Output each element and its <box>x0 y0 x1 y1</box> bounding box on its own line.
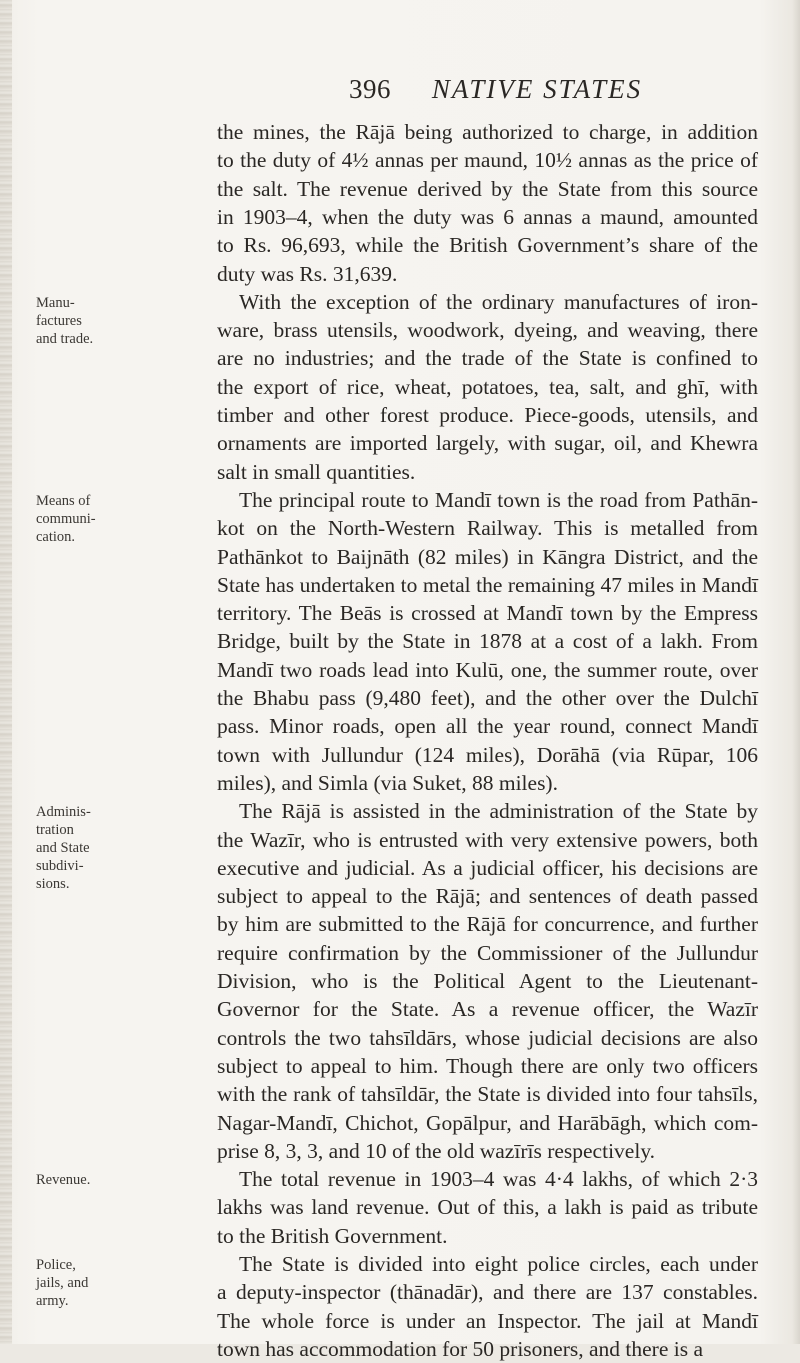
margin-note-line: factures <box>36 313 82 329</box>
text-line: the export of rice, wheat, potatoes, tea, salt, and ghī, with <box>217 375 758 399</box>
text-line: miles), and Simla (via Suket, 88 miles). <box>217 771 558 795</box>
margin-note-line: sions. <box>36 876 70 892</box>
text-line: controls the two tahsīldārs, whose judicial decisions are also <box>217 1026 758 1050</box>
margin-note-line: army. <box>36 1293 69 1309</box>
margin-note-line: cation. <box>36 529 76 545</box>
text-line: subject to appeal to the Rājā; and sentences of death passed <box>217 884 758 908</box>
text-line: Mandī two roads lead into Kulū, one, the summer route, over <box>217 658 758 682</box>
text-line: Nagar-Mandī, Chichot, Gopālpur, and Harābāgh, which com- <box>217 1111 758 1135</box>
text-line: The Rājā is assisted in the administration of the State by <box>239 799 758 823</box>
text-line: to Rs. 96,693, while the British Government’s share of the <box>217 233 758 257</box>
text-line: the mines, the Rājā being authorized to charge, in addition <box>217 120 758 144</box>
text-line: a deputy-inspector (thānadār), and there are 137 constables. <box>217 1280 758 1304</box>
text-line: with the rank of tahsīldār, the State is divided into four tahsīls, <box>217 1082 758 1106</box>
text-line: the Wazīr, who is entrusted with very extensive powers, both <box>217 828 758 852</box>
text-line: prise 8, 3, 3, and 10 of the old wazīrīs respectively. <box>217 1139 656 1163</box>
text-line: in 1903–4, when the duty was 6 annas a maund, amounted <box>217 205 758 229</box>
text-line: kot on the North-Western Railway. This is metalled from <box>217 516 758 540</box>
text-line: The principal route to Mandī town is the road from Pathān- <box>239 488 758 512</box>
text-line: duty was Rs. 31,639. <box>217 262 398 286</box>
text-line: Governor for the State. As a revenue officer, the Wazīr <box>217 997 758 1021</box>
text-line: are no industries; and the trade of the State is confined to <box>217 346 758 370</box>
text-line: subject to appeal to him. Though there are only two officers <box>217 1054 758 1078</box>
text-line: ware, brass utensils, woodwork, dyeing, and weaving, there <box>217 318 758 342</box>
text-line: The State is divided into eight police circles, each under <box>239 1252 758 1276</box>
text-line: timber and other forest produce. Piece-goods, utensils, and <box>217 403 758 427</box>
text-line: executive and judicial. As a judicial officer, his decisions are <box>217 856 758 880</box>
text-line: town has accommodation for 50 prisoners, and there is a <box>217 1337 704 1361</box>
text-line: to the duty of 4½ annas per maund, 10½ annas as the price of <box>217 148 758 172</box>
margin-note-line: and trade. <box>36 331 94 347</box>
text-line: by him are submitted to the Rājā for concurrence, and further <box>217 912 758 936</box>
text-line: to the British Government. <box>217 1224 448 1248</box>
text-line: the Bhabu pass (9,480 feet), and the other over the Dulchī <box>217 686 758 710</box>
text-line: With the exception of the ordinary manufactures of iron- <box>239 290 758 314</box>
text-line: Pathānkot to Baijnāth (82 miles) in Kāngra District, and the <box>217 545 758 569</box>
margin-note-line: Adminis- <box>36 804 91 820</box>
margin-note-line: tration <box>36 822 74 838</box>
margin-note-line: and State <box>36 840 90 856</box>
text-line: Bridge, built by the State in 1878 at a cost of a lakh. From <box>217 629 758 653</box>
text-line: Division, who is the Political Agent to the Lieutenant- <box>217 969 758 993</box>
page-gutter <box>0 0 12 1344</box>
margin-note-police <box>36 1256 186 1310</box>
page-header <box>0 74 800 114</box>
running-head: NATIVE STATES <box>431 74 643 104</box>
margin-note-manufactures <box>36 294 186 348</box>
text-line: lakhs was land revenue. Out of this, a lakh is paid as tribute <box>217 1195 758 1219</box>
margin-note-line: Revenue. <box>36 1172 91 1188</box>
text-line: The whole force is under an Inspector. The jail at Mandī <box>217 1309 758 1333</box>
page-number: 396 <box>349 74 391 104</box>
text-line: pass. Minor roads, open all the year round, connect Mandī <box>217 714 758 738</box>
margin-note-communication <box>36 492 186 546</box>
text-line: State has undertaken to metal the remaining 47 miles in Mandī <box>217 573 758 597</box>
margin-note-administration <box>36 803 186 893</box>
text-line: The total revenue in 1903–4 was 4·4 lakhs, of which 2·3 <box>239 1167 758 1191</box>
margin-note-line: Means of <box>36 493 91 509</box>
text-line: salt in small quantities. <box>217 460 416 484</box>
text-line: require confirmation by the Commissioner of the Jullundur <box>217 941 758 965</box>
margin-note-line: Manu- <box>36 295 75 311</box>
margin-note-line: subdivi- <box>36 858 84 874</box>
text-line: ornaments are imported largely, with sugar, oil, and Khewra <box>217 431 758 455</box>
text-line: the salt. The revenue derived by the State from this source <box>217 177 758 201</box>
text-line: town with Jullundur (124 miles), Dorāhā (via Rūpar, 106 <box>217 743 758 767</box>
margin-note-revenue <box>36 1171 186 1189</box>
margin-note-line: Police, <box>36 1257 76 1273</box>
margin-note-line: jails, and <box>36 1275 89 1291</box>
text-line: territory. The Beās is crossed at Mandī town by the Empress <box>217 601 758 625</box>
margin-note-line: communi- <box>36 511 96 527</box>
